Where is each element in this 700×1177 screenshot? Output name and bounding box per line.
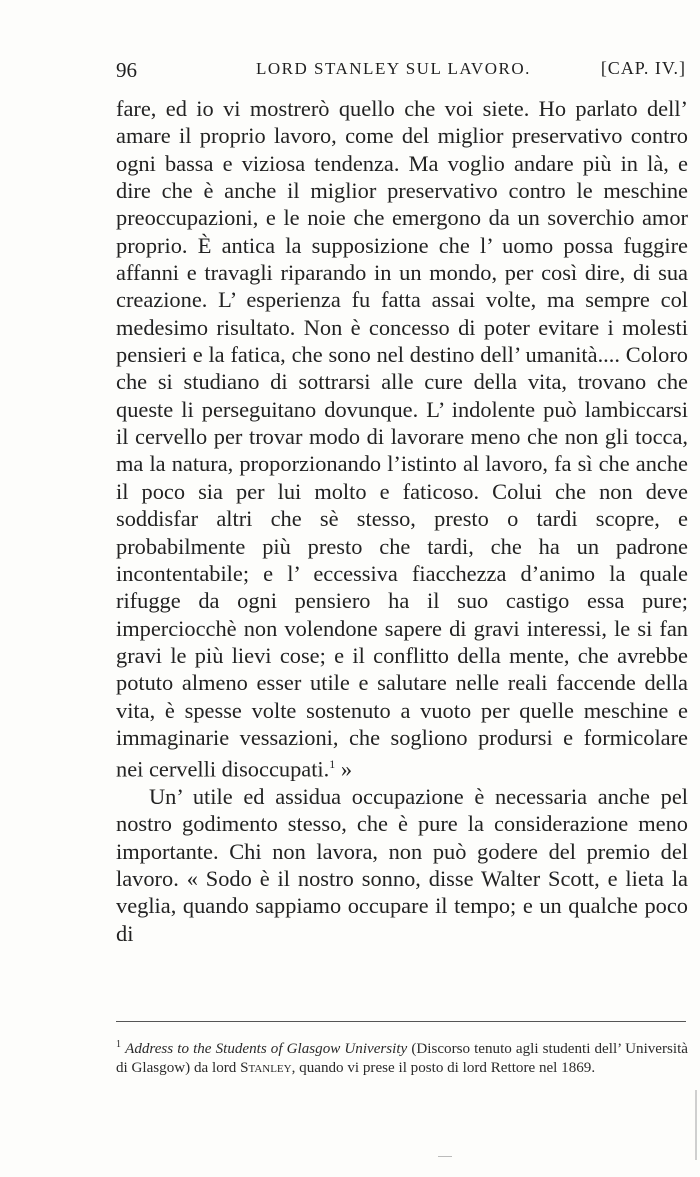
body-text [116,95,688,947]
paragraph-2: Un’ utile ed assidua occupazione è necessaria anche pel nostro godimento stesso, che è pure la considerazione meno importante. Chi non lavora, non può godere del premio del lavoro. « Sodo è il nostro sonno, disse Walter Scott, e lieta la veglia, quando sappiamo occupare il tempo; e un qualche poco di [116,784,688,946]
footnote-author-name: Stanley [240,1060,292,1077]
page-edge-shadow [695,1090,697,1160]
paragraph-1 [116,95,688,783]
bottom-mark [438,1156,452,1157]
chapter-reference: [CAP. IV.] [600,58,686,78]
footnote-marker: 1 [116,1039,121,1050]
footnote-reference[interactable]: 1 [329,757,336,772]
page-number: 96 [116,58,137,82]
footnote [116,1035,688,1078]
running-head [116,58,686,86]
footnote-text-2: , quando vi prese il posto di lord Rettore nel 1869. [291,1060,596,1077]
quote-close: » [335,756,353,782]
footnote-divider [116,1021,686,1022]
footnote-work-title: Address to the Students of Glasgow University [125,1041,408,1058]
paragraph-1-text: fare, ed io vi mostrerò quello che voi siete. Ho parlato dell’ amare il proprio lavoro, come del miglior preservativo contro ogni bassa e viziosa tendenza. Ma voglio andare più in là, e dire che è anche il miglior preservativo contro le meschine preoccupazioni, e le noie che emergono da un soverchio amor proprio. È antica la supposizione che l’ uomo possa fuggire affanni e travagli riparando in un mondo, per così dire, di sua creazione. L’ esperienza fu fatta assai volte, ma sempre col medesimo risultato. Non è concesso di poter evitare i molesti pensieri e la fatica, che sono nel destino dell’ umanità.... Coloro che si studiano di sottrarsi alle cure della vita, trovano che queste li perseguitano dovunque. L’ indolente può lambiccarsi il cervello per trovar modo di lavorare meno che non gli tocca, ma la natura, proporzionando l’istinto al lavoro, fa sì che anche il poco sia per lui molto e faticoso. Colui che non deve soddisfar altri che sè stesso, presto o tardi scopre, e probabilmente più presto che tardi, che ha un padrone incontentabile; e l’ eccessiva fiacchezza d’animo la quale rifugge da ogni pensiero ha il suo castigo essa pure; imperciocchè non volendone sapere di gravi interessi, le si fan gravi le più lievi cose; e il conflitto della mente, che avrebbe potuto almeno esser utile e salutare nelle reali faccende della vita, è spesse volte sostenuto a vuoto per quelle meschine e immaginarie vessazioni, che sogliono prodursi e formicolare nei cervelli disoccupati. [116,96,688,782]
running-title: LORD STANLEY SUL LAVORO. [256,59,531,78]
footnote-text-1: (Discorso tenuto agli studenti dell’ Università di Glasgow) da lord [116,1041,688,1077]
